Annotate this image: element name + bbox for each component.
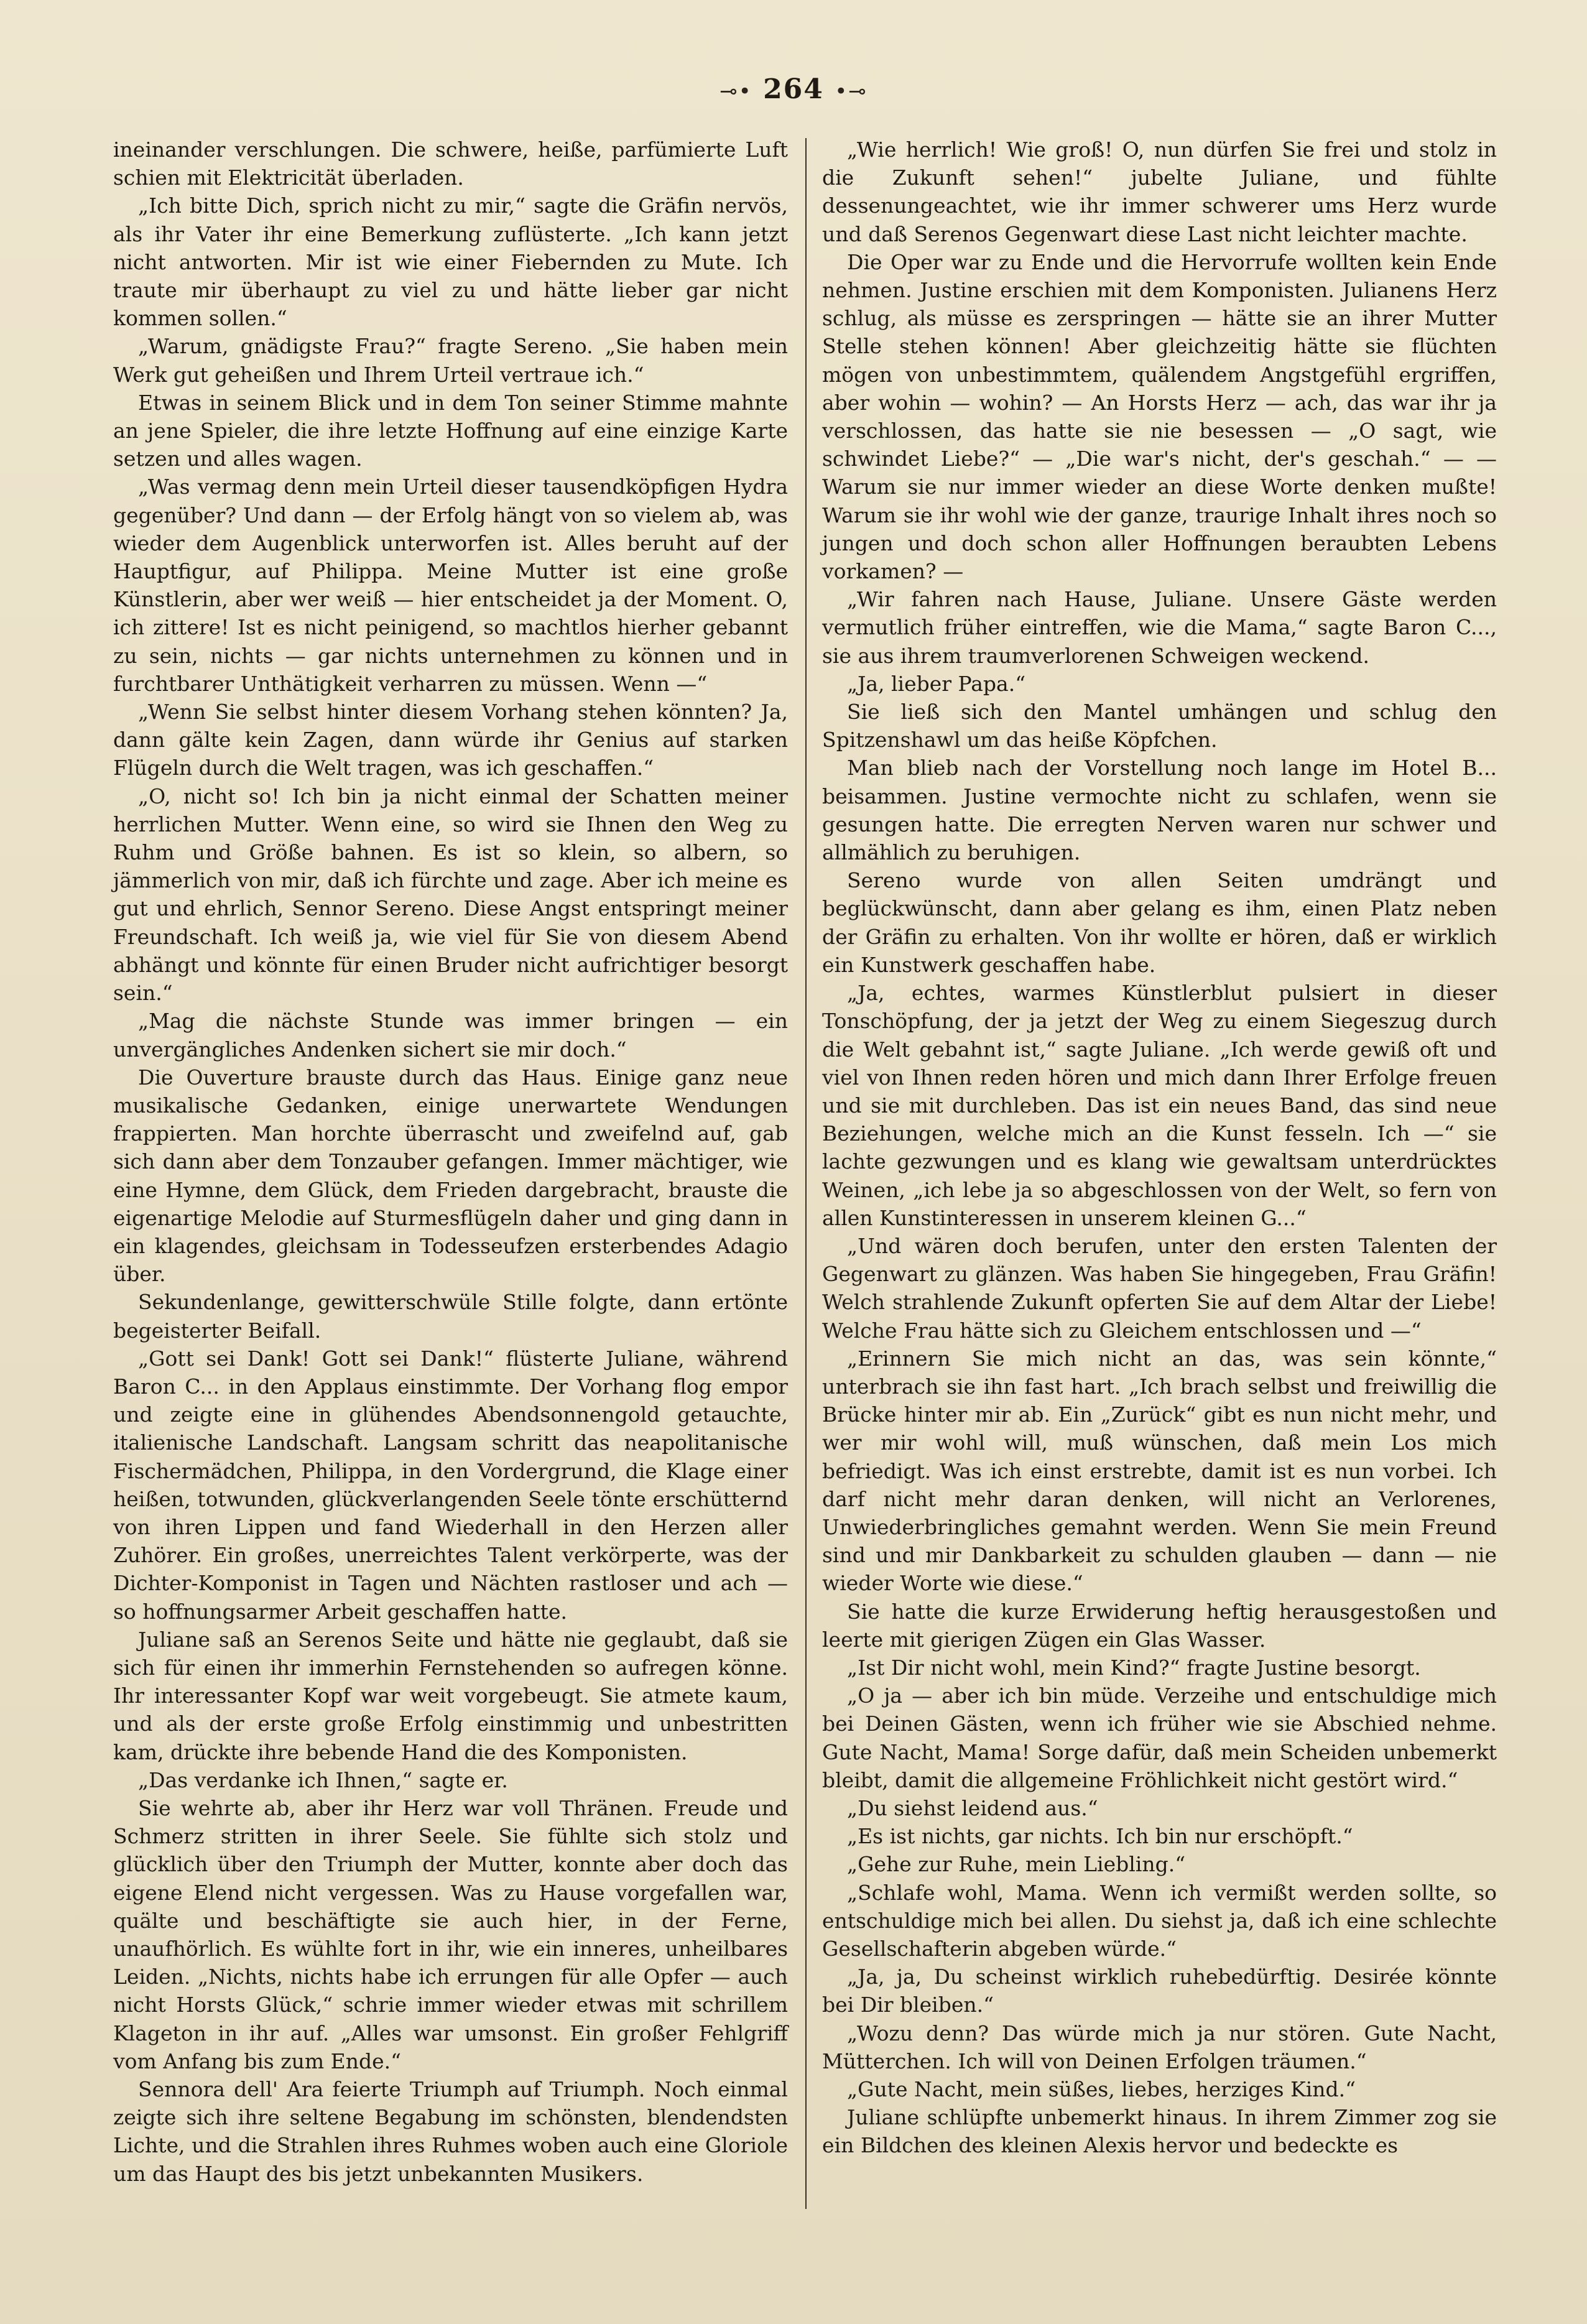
paragraph: „Du siehst leidend aus.“ [847,1795,1098,1820]
paragraph: „Und wären doch berufen, unter den ersten Talenten der Gegenwart zu glänzen. Was haben Sie hingegeben, Frau Gräfin! Welch strahlende Zukunft opferten Sie auf dem Altar der Liebe! Welche Frau hätte sich zu Gleichem entschlossen und —“ [822,1233,1497,1343]
paragraph: „Ja, ja, Du scheinst wirklich ruhebedürftig. Desirée könnte bei Dir bleiben.“ [822,1965,1497,2017]
paragraph: „O, nicht so! Ich bin ja nicht einmal der Schatten meiner herrlichen Mutter. Wenn eine, so wird sie Ihnen den Weg zu Ruhm und Größe bahnen. Es ist so klein, so albern, so jämmerlich von mir, daß ich fürchte und zage. Aber ich meine es gut und ehrlich, Sennor Sereno. Diese Angst entspringt meiner Freundschaft. Ich weiß ja, wie viel für Sie von diesem Abend abhängt und könnte für einen Bruder nicht aufrichtiger besorgt sein.“ [113,784,788,1006]
page-number: 264 [763,73,824,105]
paragraph: „Gehe zur Ruhe, mein Liebling.“ [847,1852,1186,1877]
paragraph: „Was vermag denn mein Urteil dieser tausendköpfigen Hydra gegenüber? Und dann — der Erfolg hängt von so vielem ab, was wieder dem Augenblick unterworfen ist. Alles beruht auf der Hauptfigur, auf Philippa. Meine Mutter ist eine große Künstlerin, aber wer weiß — hier entscheidet ja der Moment. O, ich zittere! Ist es nicht peinigend, so machtlos hierher gebannt zu sein, nichts — gar nichts unternehmen zu können und in furchtbarer Unthätigkeit verharren zu müssen. Wenn —“ [113,475,788,696]
page-header [0,73,1587,105]
paragraph: „Das verdanke ich Ihnen,“ sagte er. [138,1767,508,1792]
paragraph: „Gott sei Dank! Gott sei Dank!“ flüsterte Juliane, während Baron C... in den Applaus einstimmte. Der Vorhang flog empor und zeigte eine in glühendes Abendsonnengold getauchte, italienische Landschaft. Langsam schritt das neapolitanische Fischermädchen, Philippa, in den Vordergrund, die Klage einer heißen, totwunden, glückverlangenden Seele tönte erschütternd von ihren Lippen und fand Wiederhall in den Herzen aller Zuhörer. Ein großes, unerreichtes Talent verkörperte, was der Dichter-Komponist in Tagen und Nächten rastloser und ach — so hoffnungsarmer Arbeit geschaffen hatte. [113,1346,788,1624]
left-ornament-icon: ⊸• [719,79,752,104]
paragraph: Sie ließ sich den Mantel umhängen und schlug den Spitzenshawl um das heiße Köpfchen. [822,700,1497,752]
paragraph: Etwas in seinem Blick und in dem Ton seiner Stimme mahnte an jene Spieler, die ihre letzte Hoffnung auf eine einzige Karte setzen und alles wagen. [113,390,788,471]
paragraph: Die Ouverture brauste durch das Haus. Einige ganz neue musikalische Gedanken, einige unerwartete Wendungen frappierten. Man horchte überrascht und zweifelnd auf, gab sich dann aber dem Tonzauber gefangen. Immer mächtiger, wie eine Hymne, dem Glück, dem Frieden dargebracht, brauste die eigenartige Melodie auf Sturmesflügeln daher und ging dann in ein klagendes, gleichsam in Todesseufzen ersterbendes Adagio über. [113,1065,788,1287]
paragraph: „O ja — aber ich bin müde. Verzeihe und entschuldige mich bei Deinen Gästen, wenn ich früher wie sie Abschied nehme. Gute Nacht, Mama! Sorge dafür, daß mein Scheiden unbemerkt bleibt, damit die allgemeine Fröhlichkeit nicht gestört wird.“ [822,1683,1497,1792]
paragraph: „Ja, echtes, warmes Künstlerblut pulsiert in dieser Tonschöpfung, der ja jetzt der Weg zu einem Siegeszug durch die Welt gebahnt ist,“ sagte Juliane. „Ich werde gewiß oft und viel von Ihnen reden hören und mich dann Ihrer Erfolge freuen und sie mit durchleben. Das ist ein neues Band, das sind neue Beziehungen, welche mich an die Kunst fesseln. Ich —“ sie lachte gezwungen und es klang wie gewaltsam unterdrücktes Weinen, „ich lebe ja so abgeschlossen von der Welt, so fern von allen Kunstinteressen in unserem kleinen G...“ [822,981,1497,1230]
paragraph: „Erinnern Sie mich nicht an das, was sein könnte,“ unterbrach sie ihn fast hart. „Ich brach selbst und freiwillig die Brücke hinter mir ab. Ein „Zurück“ gibt es nun nicht mehr, und wer mir wohl will, muß wünschen, daß mein Los mich befriedigt. Was ich einst erstrebte, damit ist es nun vorbei. Ich darf nicht mehr daran denken, will nicht an Verlorenes, Unwiederbringliches gemahnt werden. Wenn Sie mein Freund sind und mir Dankbarkeit zu schulden glauben — dann — nie wieder Worte wie diese.“ [822,1346,1497,1596]
paragraph: „Es ist nichts, gar nichts. Ich bin nur erschöpft.“ [847,1824,1353,1849]
paragraph: „Schlafe wohl, Mama. Wenn ich vermißt werden sollte, so entschuldige mich bei allen. Du siehst ja, daß ich eine schlechte Gesellschafterin abgeben würde.“ [822,1880,1497,1961]
paragraph: „Ist Dir nicht wohl, mein Kind?“ fragte Justine besorgt. [847,1655,1421,1680]
paragraph: Juliane schlüpfte unbemerkt hinaus. In ihrem Zimmer zog sie ein Bildchen des kleinen Alexis hervor und bedeckte es [822,2105,1497,2158]
paragraph: Die Oper war zu Ende und die Hervorrufe wollten kein Ende nehmen. Justine erschien mit dem Komponisten. Julianens Herz schlug, als müsse es zerspringen — hätte sie an ihrer Mutter Stelle stehen können! Aber gleichzeitig hätte sie flüchten mögen von unbestimmtem, quälendem Angstgefühl ergriffen, aber wohin — wohin? — An Horsts Herz — ach, das war ihr ja verschlossen, das hatte sie nie besessen — „O sagt, wie schwindet Liebe?“ — „Die war's nicht, der's geschah.“ — — Warum sie nur immer wieder an diese Worte denken mußte! Warum sie ihr wohl wie der ganze, traurige Inhalt ihres noch so jungen und doch schon aller Hoffnungen beraubten Lebens vorkamen? — [822,249,1497,584]
left-column [113,136,788,2188]
paragraph: Sennora dell' Ara feierte Triumph auf Triumph. Noch einmal zeigte sich ihre seltene Begabung im schönsten, blendendsten Lichte, und die Strahlen ihres Ruhmes woben auch eine Gloriole um das Haupt des bis jetzt unbekannten Musikers. [113,2077,788,2186]
paragraph: Juliane saß an Serenos Seite und hätte nie geglaubt, daß sie sich für einen ihr immerhin Fernstehenden so aufregen könne. Ihr interessanter Kopf war weit vorgebeugt. Sie atmete kaum, und als der erste große Erfolg einstimmig und unbestritten kam, drückte ihre bebende Hand die des Komponisten. [113,1627,788,1764]
paragraph: „Ja, lieber Papa.“ [847,671,1026,696]
right-ornament-icon: •⊸ [835,79,868,104]
paragraph: Sie hatte die kurze Erwiderung heftig herausgestoßen und leerte mit gierigen Zügen ein Glas Wasser. [822,1599,1497,1652]
paragraph: „Wenn Sie selbst hinter diesem Vorhang stehen könnten? Ja, dann gälte kein Zagen, dann würde ihr Genius auf starken Flügeln durch die Welt tragen, was ich geschaffen.“ [113,700,788,780]
paragraph: „Mag die nächste Stunde was immer bringen — ein unvergängliches Andenken sichert sie mir doch.“ [113,1009,788,1062]
paragraph: „Wozu denn? Das würde mich ja nur stören. Gute Nacht, Mütterchen. Ich will von Deinen Erfolgen träumen.“ [822,2021,1497,2073]
paragraph: Man blieb nach der Vorstellung noch lange im Hotel B... beisammen. Justine vermochte nicht zu schlafen, wenn sie gesungen hatte. Die erregten Nerven waren nur schwer und allmählich zu beruhigen. [822,756,1497,865]
paragraph: ineinander verschlungen. Die schwere, heiße, parfümierte Luft schien mit Elektricität überladen. [113,137,788,190]
paragraph: Sereno wurde von allen Seiten umdrängt und beglückwünscht, dann aber gelang es ihm, einen Platz neben der Gräfin zu erhalten. Von ihr wollte er hören, daß er wirklich ein Kunstwerk geschaffen habe. [822,868,1497,977]
paragraph: Sie wehrte ab, aber ihr Herz war voll Thränen. Freude und Schmerz stritten in ihrer Seele. Sie fühlte sich stolz und glücklich über den Triumph der Mutter, konnte aber doch das eigene Elend nicht vergessen. Was zu Hause vorgefallen war, quälte und beschäftigte sie auch hier, in der Ferne, unaufhörlich. Es wühlte fort in ihr, wie ein inneres, unheilbares Leiden. „Nichts, nichts habe ich errungen für alle Opfer — auch nicht Horsts Glück,“ schrie immer wieder etwas mit schrillem Klageton in ihr auf. „Alles war umsonst. Ein großer Fehlgriff vom Anfang bis zum Ende.“ [113,1795,788,2073]
right-column [822,136,1497,2160]
paragraph: „Gute Nacht, mein süßes, liebes, herziges Kind.“ [847,2077,1356,2102]
paragraph: „Wie herrlich! Wie groß! O, nun dürfen Sie frei und stolz in die Zukunft sehen!“ jubelte Juliane, und fühlte dessenungeachtet, wie ihr immer schwerer ums Herz wurde und daß Serenos Gegenwart diese Last nicht leichter machte. [822,137,1497,246]
column-divider [805,138,807,2209]
paragraph: „Wir fahren nach Hause, Juliane. Unsere Gäste werden vermutlich früher eintreffen, wie die Mama,“ sagte Baron C..., sie aus ihrem traumverlorenen Schweigen weckend. [822,587,1497,668]
paragraph: Sekundenlange, gewitterschwüle Stille folgte, dann ertönte begeisterter Beifall. [113,1290,788,1343]
paragraph: „Warum, gnädigste Frau?“ fragte Sereno. „Sie haben mein Werk gut geheißen und Ihrem Urteil vertraue ich.“ [113,334,788,387]
paragraph: „Ich bitte Dich, sprich nicht zu mir,“ sagte die Gräfin nervös, als ihr Vater ihr eine Bemerkung zuflüsterte. „Ich kann jetzt nicht antworten. Mir ist wie einer Fiebernden zu Mute. Ich traute mir überhaupt zu viel zu und hätte lieber gar nicht kommen sollen.“ [113,193,788,331]
